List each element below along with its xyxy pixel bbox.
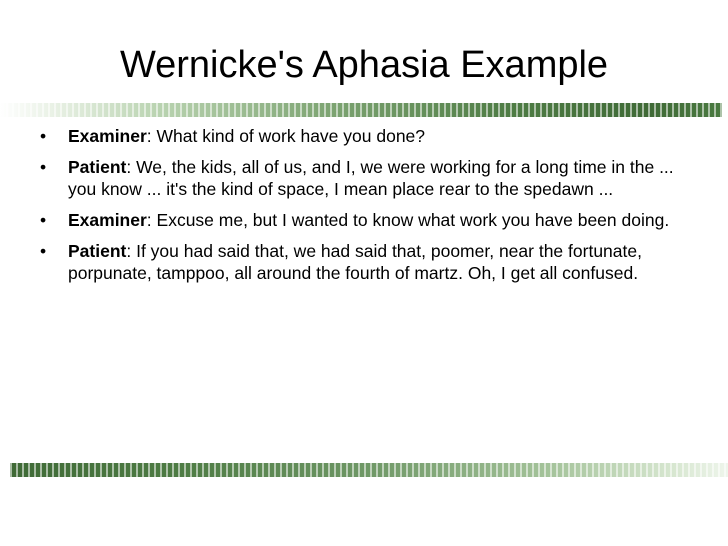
speaker-label: Examiner [68,126,147,146]
dialogue-list [30,125,700,293]
list-item [30,125,700,147]
bullet-icon: • [40,210,47,230]
utterance-text: : What kind of work have you done? [146,126,426,146]
list-item [30,209,700,231]
list-item [30,240,700,284]
utterance-text: : If you had said that, we had said that, poomer, near the fortunate, porpunate, tamppoo, all around the fourth of martz. Oh, I get all confused. [68,241,642,283]
top-decorative-stripe [0,103,722,117]
speaker-label: Examiner [68,210,147,230]
speaker-label: Patient [68,157,127,177]
list-item [30,156,700,200]
bottom-decorative-stripe [10,463,728,477]
bullet-icon: • [40,241,47,261]
speaker-label: Patient [68,241,127,261]
slide-title: Wernicke's Aphasia Example [119,44,609,86]
utterance-text: : We, the kids, all of us, and I, we were working for a long time in the ... you know ... it's the kind of space, I mean place rear to the spedawn ... [68,157,674,199]
bullet-icon: • [40,157,47,177]
utterance-text: : Excuse me, but I wanted to know what work you have been doing. [146,210,670,230]
bullet-icon: • [40,126,47,146]
